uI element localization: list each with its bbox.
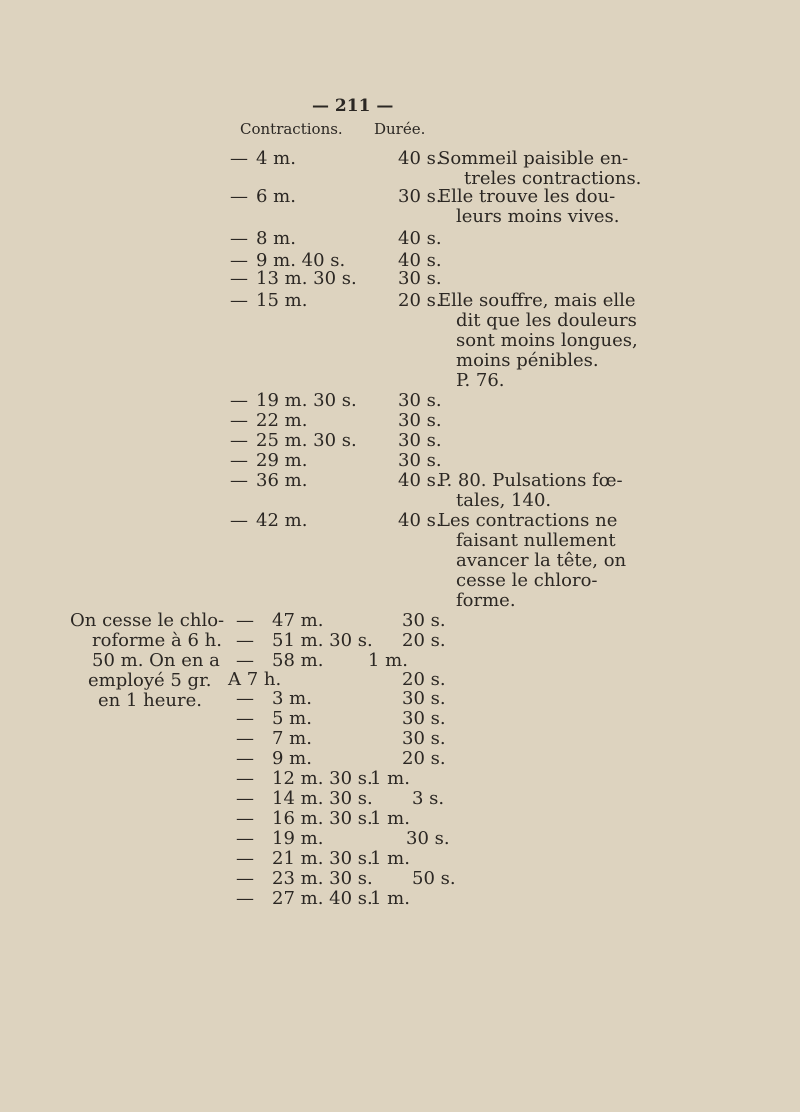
row-duration: 20 s. (402, 630, 446, 651)
row-dash: — (236, 888, 254, 909)
row-dash: — (230, 148, 248, 169)
row-duration: 30 s. (398, 390, 442, 411)
row-note-line: P. 76. (456, 370, 505, 391)
row-time: 42 m. (256, 510, 308, 531)
row-time: 9 m. (272, 748, 312, 769)
row-time: 36 m. (256, 470, 308, 491)
row-duration: 40 s. (398, 510, 442, 531)
row-time: 5 m. (272, 708, 312, 729)
row-time: 25 m. 30 s. (256, 430, 357, 451)
row-time: 19 m. (272, 828, 324, 849)
row-note-line: forme. (456, 590, 516, 611)
page-number: — 211 — (312, 96, 394, 116)
row-duration: 30 s. (398, 186, 442, 207)
row-duration: 30 s. (402, 688, 446, 709)
side-note-line: roforme à 6 h. (92, 630, 222, 651)
side-note-line: employé 5 gr. (88, 670, 212, 691)
row-duration: 30 s. (402, 708, 446, 729)
row-duration: 1 m. (370, 768, 410, 789)
row-duration: 30 s. (402, 728, 446, 749)
row-dash: — (236, 808, 254, 829)
row-dash: — (236, 848, 254, 869)
row-dash: — (236, 688, 254, 709)
row-dash: — (230, 268, 248, 289)
duration-seven-h: 20 s. (402, 669, 446, 690)
row-time: 14 m. 30 s. (272, 788, 373, 809)
row-dash: — (230, 390, 248, 411)
row-dash: — (230, 510, 248, 531)
row-note-line: dit que les douleurs (456, 310, 637, 331)
row-time: 47 m. (272, 610, 324, 631)
row-dash: — (236, 788, 254, 809)
header-contractions: Contractions. (240, 120, 343, 138)
side-note-line: On cesse le chlo- (70, 610, 225, 631)
row-note-line: P. 80. Pulsations fœ- (438, 470, 623, 491)
row-dash: — (236, 630, 254, 651)
row-note-line: Sommeil paisible en- (438, 148, 629, 169)
row-note-line: avancer la tête, on (456, 550, 627, 571)
row-time: 29 m. (256, 450, 308, 471)
row-time: 4 m. (256, 148, 296, 169)
row-dash: — (236, 868, 254, 889)
row-dash: — (230, 410, 248, 431)
row-dash: — (236, 728, 254, 749)
row-dash: — (230, 186, 248, 207)
row-duration: 40 s. (398, 250, 442, 271)
row-dash: — (236, 610, 254, 631)
row-note-line: treles contractions. (464, 168, 642, 189)
row-duration: 1 m. (368, 650, 408, 671)
row-time: 51 m. 30 s. (272, 630, 373, 651)
row-note-line: Elle trouve les dou- (438, 186, 616, 207)
row-note-line: tales, 140. (456, 490, 552, 511)
row-time: 7 m. (272, 728, 312, 749)
row-duration: 20 s. (398, 290, 442, 311)
row-duration: 30 s. (398, 450, 442, 471)
row-duration: 30 s. (398, 268, 442, 289)
row-time: 27 m. 40 s. (272, 888, 373, 909)
row-duration: 40 s. (398, 228, 442, 249)
row-duration: 50 s. (412, 868, 456, 889)
row-duration: 30 s. (406, 828, 450, 849)
row-note-line: moins pénibles. (456, 350, 599, 371)
row-time: 16 m. 30 s. (272, 808, 373, 829)
row-time: 19 m. 30 s. (256, 390, 357, 411)
row-dash: — (236, 828, 254, 849)
row-time: 58 m. (272, 650, 324, 671)
time-seven-h: A 7 h. (228, 669, 282, 690)
row-note-line: faisant nullement (456, 530, 616, 551)
row-time: 12 m. 30 s. (272, 768, 373, 789)
row-dash: — (236, 650, 254, 671)
row-time: 6 m. (256, 186, 296, 207)
row-duration: 40 s. (398, 470, 442, 491)
row-time: 3 m. (272, 688, 312, 709)
row-time: 13 m. 30 s. (256, 268, 357, 289)
row-note-line: cesse le chloro- (456, 570, 598, 591)
row-time: 15 m. (256, 290, 308, 311)
side-note-line: en 1 heure. (98, 690, 202, 711)
row-dash: — (230, 430, 248, 451)
row-duration: 20 s. (402, 748, 446, 769)
row-note-line: Elle souffre, mais elle (438, 290, 636, 311)
row-dash: — (230, 470, 248, 491)
row-duration: 40 s. (398, 148, 442, 169)
row-time: 22 m. (256, 410, 308, 431)
row-duration: 3 s. (412, 788, 445, 809)
row-dash: — (230, 228, 248, 249)
row-time: 9 m. 40 s. (256, 250, 346, 271)
row-time: 23 m. 30 s. (272, 868, 373, 889)
row-dash: — (236, 748, 254, 769)
row-dash: — (236, 708, 254, 729)
header-duree: Durée. (374, 120, 426, 138)
row-note-line: Les contractions ne (438, 510, 618, 531)
row-duration: 1 m. (370, 848, 410, 869)
row-time: 8 m. (256, 228, 296, 249)
row-dash: — (230, 450, 248, 471)
row-duration: 30 s. (398, 410, 442, 431)
row-duration: 1 m. (370, 888, 410, 909)
row-time: 21 m. 30 s. (272, 848, 373, 869)
row-dash: — (230, 290, 248, 311)
row-duration: 30 s. (398, 430, 442, 451)
row-dash: — (236, 768, 254, 789)
side-note-line: 50 m. On en a (92, 650, 220, 671)
row-duration: 1 m. (370, 808, 410, 829)
row-duration: 30 s. (402, 610, 446, 631)
row-note-line: sont moins longues, (456, 330, 638, 351)
row-dash: — (230, 250, 248, 271)
row-note-line: leurs moins vives. (456, 206, 620, 227)
